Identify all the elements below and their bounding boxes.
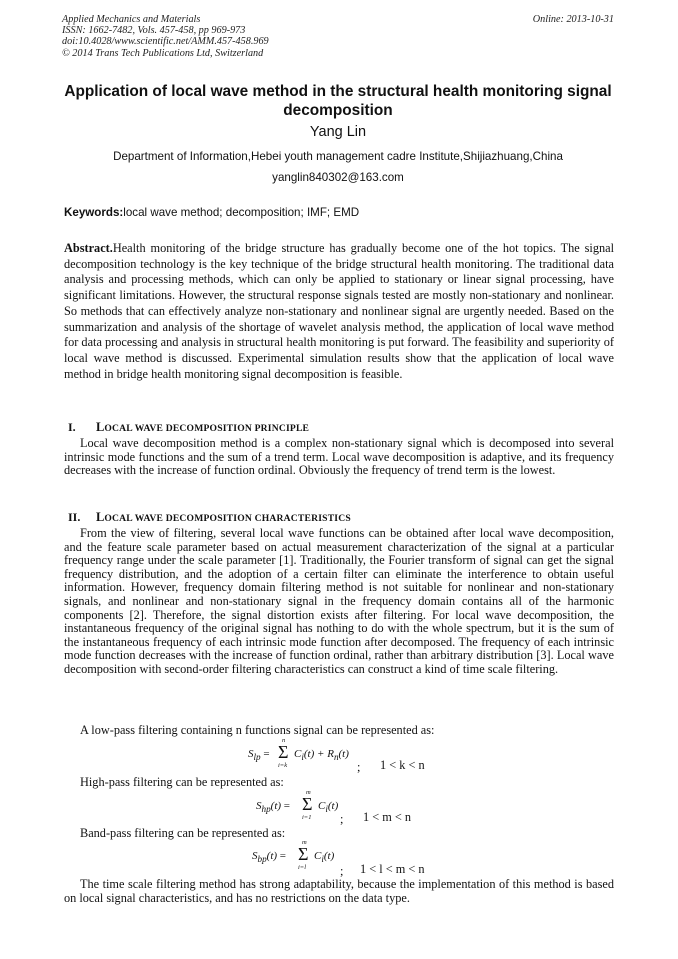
keywords-text: local wave method; decomposition; IMF; EMD xyxy=(123,206,360,219)
eq-symbol: S xyxy=(256,800,262,812)
keywords xyxy=(64,206,616,219)
eq-symbol: C xyxy=(318,800,326,812)
eq-argument: (t) xyxy=(323,850,335,862)
eq-subscript: i xyxy=(301,752,304,763)
eq-symbol: C xyxy=(294,748,302,760)
bandpass-equation: $S_{bp}(t)$ = m Σ i=l $C_i(t)$ xyxy=(252,839,335,871)
abstract-text: Health monitoring of the bridge structure has gradually become one of the hot topics. The signal decomposition technology is the key technique of the bridge structural health monitoring. The traditional data analysis and processing methods, which can only be applied to stationary or linear signal processing, have significant limitations. However, the structural response signals tested are mostly non-stationary and nonlinear. So methods that can effectively analyze non-stationary and nonlinear signal are urgently needed. Based on the summarization and analysis of the shortage of wavelet analysis method, the application of local wave method for data processing and analysis in structural health monitoring is put forward. The feasibility and superiority of local wave method is discussed. Experimental simulation results show that the application of local wave method in bridge health monitoring signal decomposition is feasible. xyxy=(64,241,614,381)
doi-link[interactable]: doi:10.4028/www.scientific.net/AMM.457-458.969 xyxy=(62,36,269,48)
section-title: OCAL WAVE DECOMPOSITION PRINCIPLE xyxy=(104,423,310,434)
eq-term: + R xyxy=(317,748,334,760)
highpass-condition: 1 < m < n xyxy=(363,810,412,824)
section-heading-2 xyxy=(68,510,351,525)
online-date: Online: 2013-10-31 xyxy=(532,14,614,25)
lowpass-equation: $S_{lp}$ = n Σ i=k $C_i(t) + R_n(t)$ xyxy=(248,737,349,769)
bandpass-separator: ; xyxy=(340,864,344,878)
section-number: I. xyxy=(68,420,76,434)
lowpass-separator: ; xyxy=(357,760,361,774)
lowpass-intro: A low-pass filtering containing n functions signal can be represented as: xyxy=(80,723,435,737)
sum-upper-limit: n xyxy=(282,737,286,744)
eq-symbol: C xyxy=(314,850,322,862)
sum-sign: Σ xyxy=(298,844,309,864)
section-1-paragraph: Local wave decomposition method is a complex non-stationary signal which is decomposed into several intrinsic mode functions and the sum of a trend term. Local wave decomposition is adaptive, and its frequency decreases with the increase of function ordinal. Obviously the frequency of trend term is the lowest. xyxy=(64,436,614,478)
sum-lower-limit: i=1 xyxy=(302,814,312,821)
copyright-line: © 2014 Trans Tech Publications Ltd, Switzerland xyxy=(62,47,264,59)
eq-subscript: i xyxy=(325,804,328,815)
sum-upper-limit: m xyxy=(306,789,311,796)
abstract-label: Abstract. xyxy=(64,241,113,255)
eq-symbol: S xyxy=(248,748,254,760)
section-title: OCAL WAVE DECOMPOSITION CHARACTERISTICS xyxy=(104,513,351,524)
highpass-intro: High-pass filtering can be represented as: xyxy=(80,775,284,789)
keywords-label: Keywords: xyxy=(64,206,124,219)
eq-subscript: hp xyxy=(261,804,271,815)
author-affiliation: Department of Information,Hebei youth management cadre Institute,Shijiazhuang,China xyxy=(113,150,563,163)
publication-meta xyxy=(62,14,614,59)
section-heading-1 xyxy=(68,420,309,435)
bandpass-condition: 1 < l < m < n xyxy=(360,862,425,876)
eq-symbol: S xyxy=(252,850,258,862)
sum-upper-limit: m xyxy=(302,839,307,846)
sum-sign: Σ xyxy=(302,794,313,814)
section-2-paragraph: From the view of filtering, several local wave functions can be obtained after local wave decomposition, and the feature scale parameter based on actual measurement characterization of the signal at a particular frequency range under the scale parameter [1]. Traditionally, the Fourier transform of signal can get the signal frequency distribution, and the adoption of a certain filter can eliminate the interference to obtain useful information. However, frequency domain filtering method is not suitable for nonlinear and non-stationary signals, and nonlinear and non-stationary signal in the frequency domain contains all of the harmonic components [2]. Therefore, the signal distortion exists after filtering. For local wave decomposition, the instantaneous frequency of the original signal has nothing to do with the whole spectrum, but it is the sum of the instantaneous frequency of each intrinsic mode function after decomposed. The frequency of each intrinsic mode function decreases with the increase of function ordinal, rather than arbitrary distribution [3]. Local wave decomposition with second-order filtering characteristics can construct a kind of time scale filtering. xyxy=(64,526,614,676)
section-number: II. xyxy=(68,510,81,524)
paper-title: Application of local wave method in the structural health monitoring signal decomposition xyxy=(64,83,612,119)
author-email[interactable]: yanglin840302@163.com xyxy=(272,171,404,184)
eq-argument: (t) xyxy=(338,748,349,760)
sum-lower-limit: i=k xyxy=(278,762,288,769)
eq-subscript: n xyxy=(333,752,339,763)
eq-argument: (t) xyxy=(303,748,315,760)
highpass-equation: $S_{hp}(t)$ = m Σ i=1 $C_i(t)$ xyxy=(256,789,339,821)
abstract xyxy=(64,241,614,382)
eq-subscript: bp xyxy=(257,854,267,865)
section-initial: L xyxy=(96,420,105,434)
section-initial: L xyxy=(96,510,105,524)
eq-subscript: i xyxy=(321,854,324,865)
journal-name: Applied Mechanics and Materials xyxy=(62,14,201,25)
author-name: Yang Lin xyxy=(309,124,367,140)
issn-line: ISSN: 1662-7482, Vols. 457-458, pp 969-973 xyxy=(62,25,246,37)
highpass-separator: ; xyxy=(340,812,344,826)
lowpass-condition: 1 < k < n xyxy=(380,758,425,772)
eq-subscript: lp xyxy=(253,752,261,763)
eq-argument: (t) xyxy=(270,800,282,812)
closing-paragraph: The time scale filtering method has strong adaptability, because the implementation of this method is based on local signal characteristics, and has no restrictions on the data type. xyxy=(64,877,614,905)
eq-argument: (t) xyxy=(266,850,278,862)
sum-lower-limit: i=l xyxy=(298,864,306,871)
eq-argument: (t) xyxy=(327,800,339,812)
bandpass-intro: Band-pass filtering can be represented as: xyxy=(80,826,286,840)
sum-sign: Σ xyxy=(278,742,289,762)
